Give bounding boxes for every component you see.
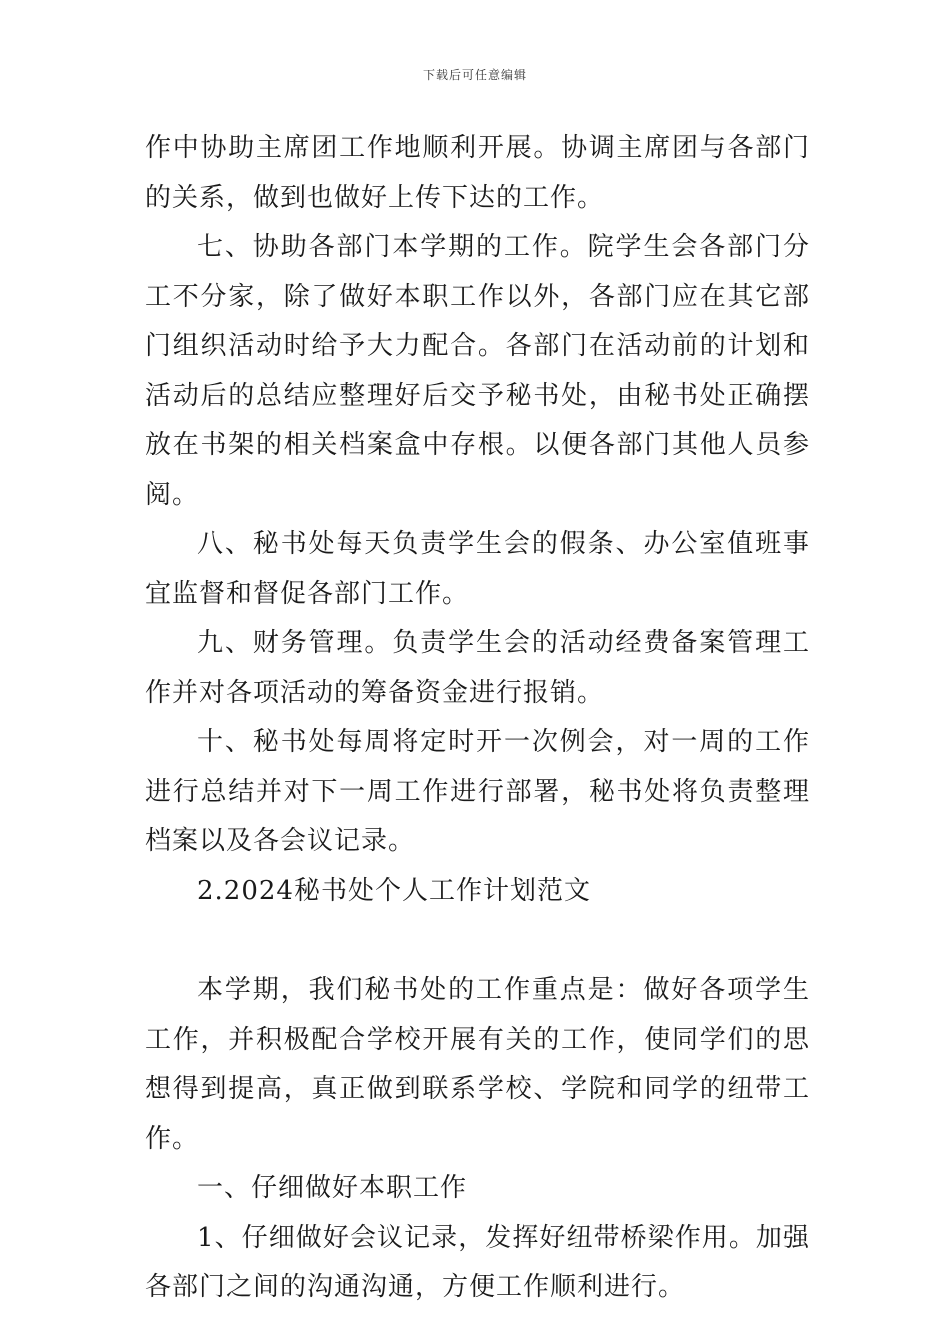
paragraph-intro: 本学期，我们秘书处的工作重点是：做好各项学生工作，并积极配合学校开展有关的工作，使同学们的思想得到提高，真正做到联系学校、学院和同学的纽带工作。 [145,975,810,1154]
section-spacer [145,916,810,966]
subheading-one: 一、仔细做好本职工作 [197,1173,468,1203]
header-note: 下载后可任意编辑 [422,68,527,82]
document-body [145,124,810,1313]
paragraph-continuation: 作中协助主席团工作地顺利开展。协调主席团与各部门的关系，做到也做好上传下达的工作。 [145,133,810,213]
paragraph-item-ten: 十、秘书处每周将定时开一次例会，对一周的工作进行总结并对下一周工作进行部署，秘书处将负责整理档案以及各会议记录。 [145,727,810,856]
paragraph-item-eight: 八、秘书处每天负责学生会的假条、办公室值班事宜监督和督促各部门工作。 [145,529,810,609]
paragraph-point-one: 1、仔细做好会议记录，发挥好纽带桥梁作用。加强各部门之间的沟通沟通，方便工作顺利进行。 [145,1222,810,1302]
paragraph-item-nine: 九、财务管理。负责学生会的活动经费备案管理工作并对各项活动的筹备资金进行报销。 [145,628,810,708]
section-heading: 2.2024秘书处个人工作计划范文 [197,875,591,906]
paragraph-item-seven: 七、协助各部门本学期的工作。院学生会各部门分工不分家，除了做好本职工作以外，各部门应在其它部门组织活动时给予大力配合。各部门在活动前的计划和活动后的总结应整理好后交予秘书处，由秘书处正确摆放在书架的相关档案盒中存根。以便各部门其他人员参阅。 [145,232,810,510]
